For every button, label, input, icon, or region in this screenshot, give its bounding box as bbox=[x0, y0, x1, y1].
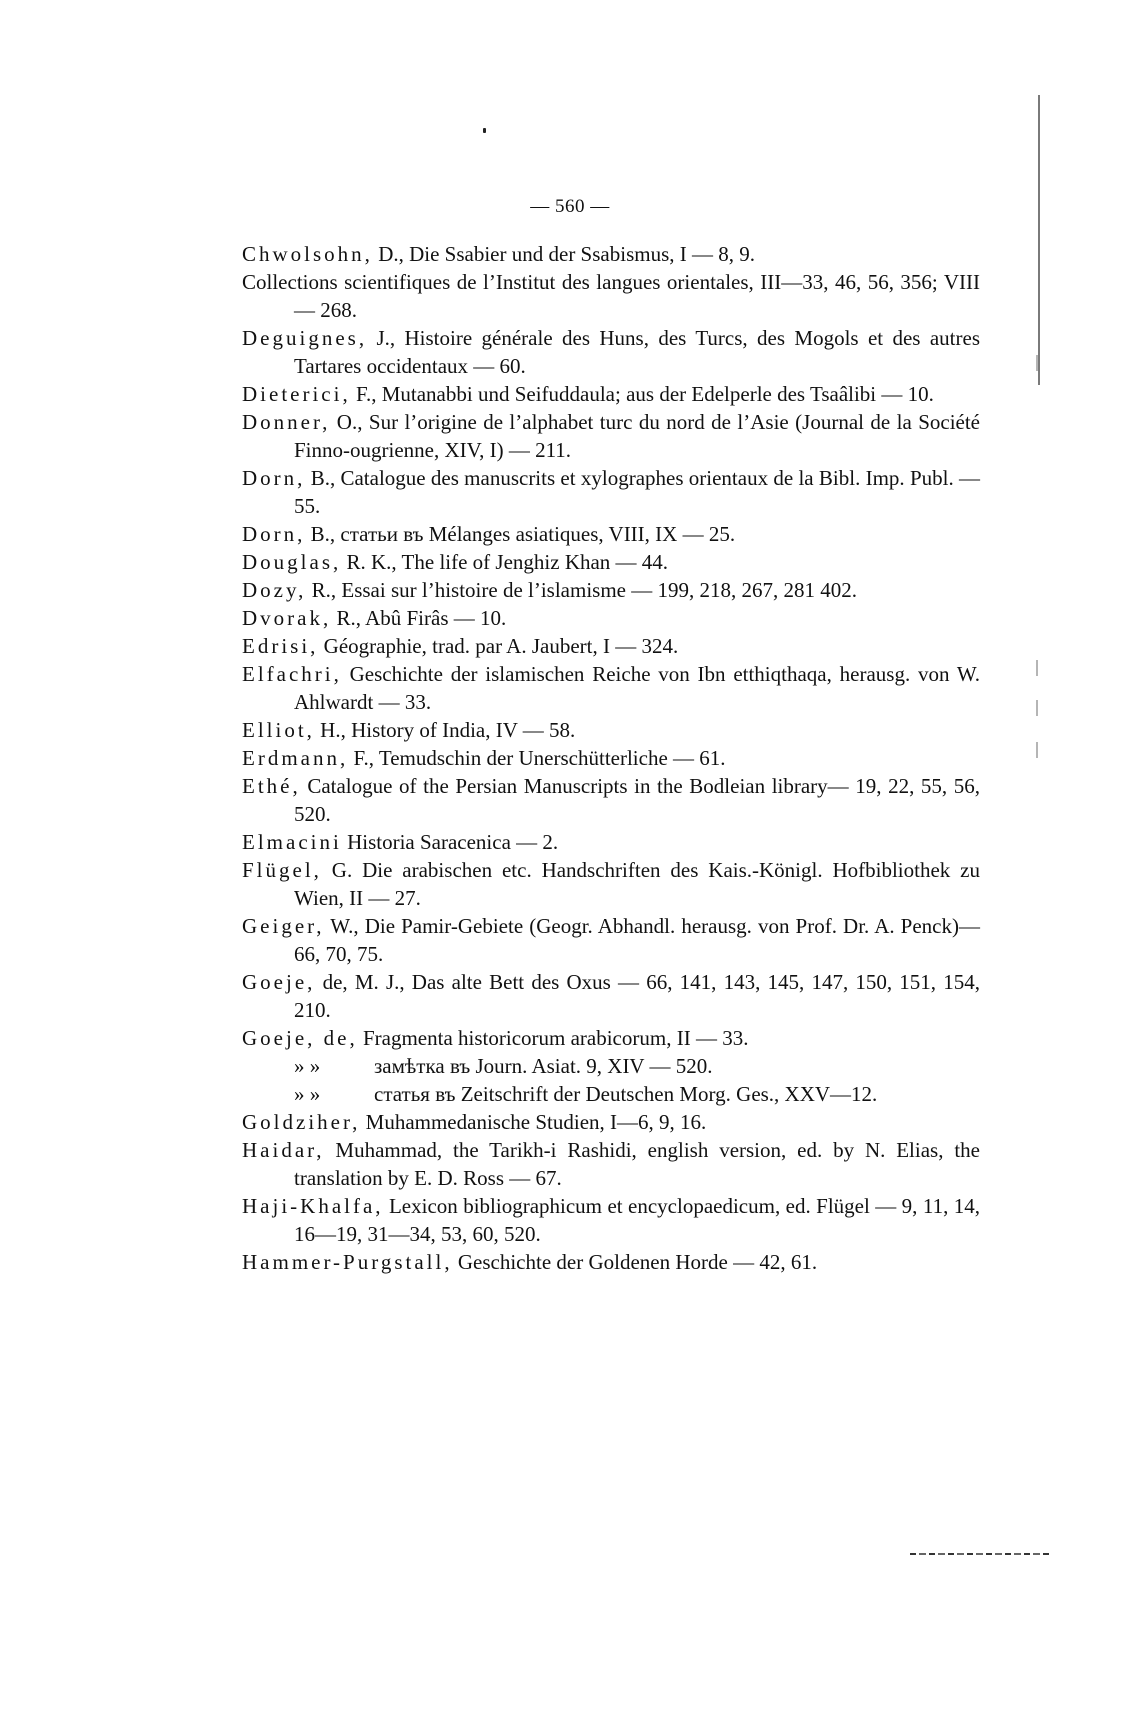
entry-text: R., Essai sur l’histoire de l’islamisme — 199, 218, 267, 281 402. bbox=[306, 578, 857, 602]
index-entry bbox=[242, 1108, 980, 1136]
index-entry bbox=[242, 1136, 980, 1192]
entry-text: W., Die Pamir-Gebiete (Geogr. Abhandl. herausg. von Prof. Dr. A. Penck)—66, 70, 75. bbox=[294, 914, 980, 966]
entry-text: B., Catalogue des manuscrits et xylographes orientaux de la Bibl. Imp. Publ. — 55. bbox=[294, 466, 980, 518]
index-entry bbox=[242, 548, 980, 576]
margin-tick bbox=[1036, 660, 1038, 676]
entry-text: Fragmenta historicorum arabicorum, II — 33. bbox=[357, 1026, 749, 1050]
entry-author: Dvorak, bbox=[242, 606, 332, 630]
entry-author: Elmacini bbox=[242, 830, 342, 854]
ink-dot bbox=[483, 128, 486, 133]
index-entries bbox=[242, 240, 980, 1276]
entry-author: Goeje, de, bbox=[242, 1026, 358, 1050]
index-entry bbox=[242, 744, 980, 772]
entry-text: Geschichte der Goldenen Horde — 42, 61. bbox=[452, 1250, 818, 1274]
entry-author: Douglas, bbox=[242, 550, 342, 574]
index-entry bbox=[242, 380, 980, 408]
entry-text: F., Temudschin der Unerschütterliche — 61. bbox=[348, 746, 726, 770]
entry-author: Geiger, bbox=[242, 914, 325, 938]
entry-text: de, M. J., Das alte Bett des Oxus — 66, 141, 143, 145, 147, 150, 151, 154, 210. bbox=[294, 970, 980, 1022]
entry-author: Haji-Khalfa, bbox=[242, 1194, 384, 1218]
index-entry bbox=[242, 576, 980, 604]
entry-text: D., Die Ssabier und der Ssabismus, I — 8, 9. bbox=[372, 242, 755, 266]
entry-author: Ethé, bbox=[242, 774, 301, 798]
ditto-mark: » » bbox=[294, 1054, 321, 1078]
index-entry bbox=[242, 772, 980, 828]
entry-text: Geschichte der islamischen Reiche von Ibn etthiqthaqa, herausg. von W. Ahlwardt — 33. bbox=[294, 662, 980, 714]
index-entry bbox=[242, 268, 980, 324]
entry-author: Goeje, bbox=[242, 970, 316, 994]
entry-author: Donner, bbox=[242, 410, 331, 434]
index-entry bbox=[242, 1248, 980, 1276]
subentry-text: замѣтка въ Journ. Asiat. 9, XIV — 520. bbox=[374, 1054, 713, 1078]
index-entry bbox=[242, 1192, 980, 1248]
index-entry bbox=[242, 1024, 980, 1052]
page-number: — 560 — bbox=[530, 196, 610, 217]
entry-author: Elliot, bbox=[242, 718, 315, 742]
margin-rule bbox=[1038, 95, 1040, 385]
index-entry bbox=[242, 856, 980, 912]
entry-text: R. K., The life of Jenghiz Khan — 44. bbox=[341, 550, 669, 574]
entry-author: Edrisi, bbox=[242, 634, 319, 658]
entry-text: F., Mutanabbi und Seifuddaula; aus der Edelperle des Tsaâlibi — 10. bbox=[350, 382, 934, 406]
entry-text: G. Die arabischen etc. Handschriften des Kais.-Königl. Hofbibliothek zu Wien, II — 27. bbox=[294, 858, 980, 910]
bottom-rule bbox=[910, 1553, 1050, 1555]
entry-author: Hammer-Purgstall, bbox=[242, 1250, 453, 1274]
index-entry bbox=[242, 464, 980, 520]
index-subentry bbox=[242, 1080, 980, 1108]
entry-text: Lexicon bibliographicum et encyclopaedicum, ed. Flügel — 9, 11, 14, 16—19, 31—34, 53, 60, 520. bbox=[294, 1194, 980, 1246]
index-subentry bbox=[242, 1052, 980, 1080]
index-entry bbox=[242, 968, 980, 1024]
entry-author: Elfachri, bbox=[242, 662, 342, 686]
entry-author: Dieterici, bbox=[242, 382, 351, 406]
index-entry bbox=[242, 828, 980, 856]
entry-text: H., History of India, IV — 58. bbox=[314, 718, 576, 742]
ditto-mark: » » bbox=[294, 1082, 321, 1106]
margin-tick bbox=[1036, 355, 1038, 371]
subentry-text: статья въ Zeitschrift der Deutschen Morg. Ges., XXV—12. bbox=[374, 1082, 878, 1106]
index-entry bbox=[242, 716, 980, 744]
entry-text: Muhammad, the Tarikh-i Rashidi, english version, ed. by N. Elias, the translation by E. D. Ross — 67. bbox=[294, 1138, 980, 1190]
entry-text: B., статьи въ Mélanges asiatiques, VIII, IX — 25. bbox=[305, 522, 736, 546]
entry-author: Flügel, bbox=[242, 858, 322, 882]
entry-text: R., Abû Firâs — 10. bbox=[331, 606, 507, 630]
entry-author: Deguignes, bbox=[242, 326, 368, 350]
index-entry bbox=[242, 324, 980, 380]
index-entry bbox=[242, 604, 980, 632]
entry-text: Géographie, trad. par A. Jaubert, I — 324. bbox=[318, 634, 679, 658]
entry-text: Collections scientifiques de l’Institut des langues orientales, III—33, 46, 56, 356; VIII — 268. bbox=[242, 270, 980, 322]
entry-text: J., Histoire générale des Huns, des Turcs, des Mogols et des autres Tartares occidentaux — 60. bbox=[294, 326, 980, 378]
entry-author: Chwolsohn, bbox=[242, 242, 373, 266]
margin-tick bbox=[1036, 700, 1038, 716]
entry-author: Dorn, bbox=[242, 522, 306, 546]
entry-author: Dozy, bbox=[242, 578, 307, 602]
entry-text: Historia Saracenica — 2. bbox=[341, 830, 559, 854]
entry-author: Goldziher, bbox=[242, 1110, 361, 1134]
entry-text: Muhammedanische Studien, I—6, 9, 16. bbox=[360, 1110, 707, 1134]
index-entry bbox=[242, 660, 980, 716]
index-entry bbox=[242, 240, 980, 268]
margin-tick bbox=[1036, 742, 1038, 758]
index-entry bbox=[242, 912, 980, 968]
entry-author: Erdmann, bbox=[242, 746, 349, 770]
entry-author: Haidar, bbox=[242, 1138, 325, 1162]
entry-author: Dorn, bbox=[242, 466, 306, 490]
index-entry bbox=[242, 408, 980, 464]
index-entry bbox=[242, 632, 980, 660]
index-entry bbox=[242, 520, 980, 548]
entry-text: Catalogue of the Persian Manuscripts in the Bodleian library— 19, 22, 55, 56, 520. bbox=[294, 774, 980, 826]
entry-text: O., Sur l’origine de l’alphabet turc du nord de l’Asie (Journal de la Société Finno-ougrienne, XIV, I) — 211. bbox=[294, 410, 980, 462]
